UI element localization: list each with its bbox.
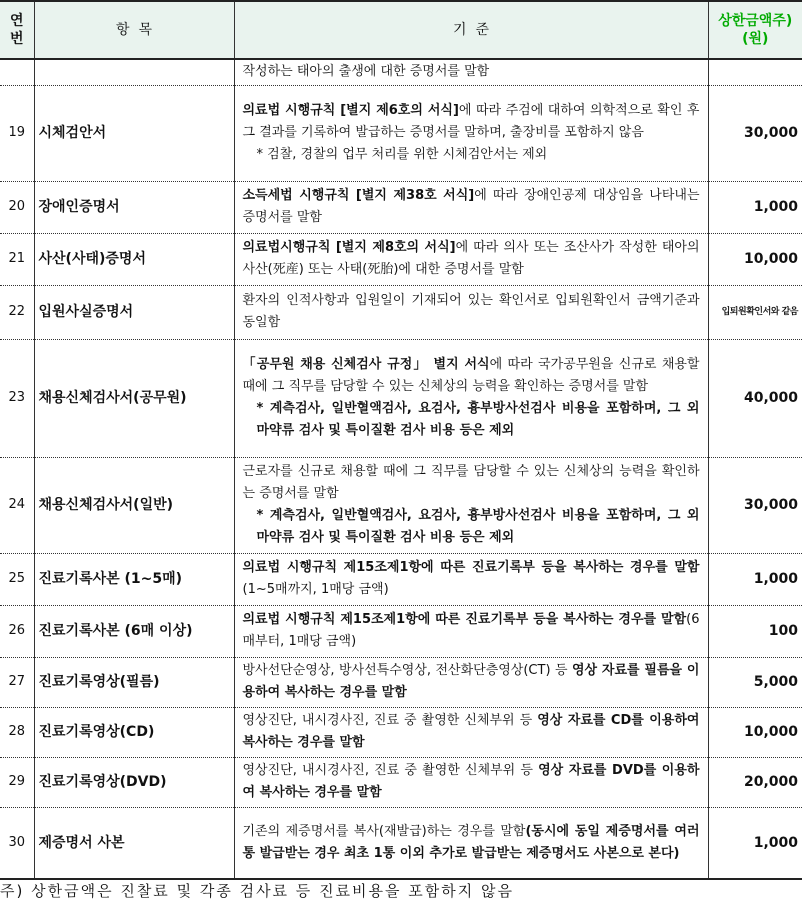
row-amount: 40,000 <box>708 339 802 457</box>
table-row <box>0 707 802 757</box>
row-num: 21 <box>0 233 34 285</box>
row-note: * 검찰, 경찰의 업무 처리를 위한 시체검안서는 제외 <box>256 147 548 162</box>
row-num: 28 <box>0 707 34 757</box>
row-criteria: 근로자를 신규로 채용할 때에 그 직무를 담당할 수 있는 신체상의 능력을 확인하는 증명서를 말함 * 계측검사, 일반혈액검사, 요검사, 흉부방사선검사 비용을 포함하며, 그 외 마약류 검사 및 특이질환 검사 비용 등은 제외 <box>234 457 708 553</box>
table-row <box>0 807 802 879</box>
row-criteria: 방사선단순영상, 방사선특수영상, 전산화단층영상(CT) 등 영상 자료를 필름을 이용하여 복사하는 경우를 말함 <box>234 657 708 707</box>
row-criteria: 소득세법 시행규칙 [별지 제38호 서식]에 따라 장애인공제 대상임을 나타내는 증명서를 말함 <box>234 181 708 233</box>
table-row <box>0 657 802 707</box>
header-num: 연 번 <box>0 1 34 59</box>
row-num: 24 <box>0 457 34 553</box>
table-header-row <box>0 1 802 59</box>
row-item: 사산(사태)증명서 <box>34 233 234 285</box>
row-num: 26 <box>0 605 34 657</box>
row-item <box>34 59 234 85</box>
row-criteria: 작성하는 태아의 출생에 대한 증명서를 말함 <box>234 59 708 85</box>
row-num: 19 <box>0 85 34 181</box>
row-amount: 입퇴원확인서와 같음 <box>708 285 802 339</box>
row-item: 진료기록사본 (6매 이상) <box>34 605 234 657</box>
row-criteria: 환자의 인적사항과 입원일이 기재되어 있는 확인서로 입퇴원확인서 금액기준과 동일함 <box>234 285 708 339</box>
table-row <box>0 285 802 339</box>
table-row <box>0 339 802 457</box>
row-item: 진료기록사본 (1~5매) <box>34 553 234 605</box>
table-row <box>0 757 802 807</box>
row-amount: 30,000 <box>708 457 802 553</box>
row-amount: 100 <box>708 605 802 657</box>
row-criteria: 영상진단, 내시경사진, 진료 중 촬영한 신체부위 등 영상 자료를 DVD를 이용하여 복사하는 경우를 말함 <box>234 757 708 807</box>
row-criteria: 의료법 시행규칙 제15조제1항에 따른 진료기록부 등을 복사하는 경우를 말함(6매부터, 1매당 금액) <box>234 605 708 657</box>
table-row <box>0 59 802 85</box>
row-amount: 20,000 <box>708 757 802 807</box>
table-row <box>0 457 802 553</box>
row-item: 진료기록영상(CD) <box>34 707 234 757</box>
row-amount <box>708 59 802 85</box>
row-amount: 1,000 <box>708 181 802 233</box>
row-num: 23 <box>0 339 34 457</box>
row-criteria: 「공무원 채용 신체검사 규정」 별지 서식에 따라 국가공무원을 신규로 채용할 때에 그 직무를 담당할 수 있는 신체상의 능력을 확인하는 증명서를 말함 * 계측검사, 일반혈액검사, 요검사, 흉부방사선검사 비용을 포함하며, 그 외 마약류 검사 및 특이질환 검사 비용 등은 제외 <box>234 339 708 457</box>
row-criteria: 의료법 시행규칙 [별지 제6호의 서식]에 따라 주검에 대하여 의학적으로 확인 후 그 결과를 기록하여 발급하는 증명서를 말하며, 출장비를 포함하지 않음 * 검찰, 경찰의 업무 처리를 위한 시체검안서는 제외 <box>234 85 708 181</box>
row-num: 22 <box>0 285 34 339</box>
row-amount: 1,000 <box>708 807 802 879</box>
row-amount: 10,000 <box>708 707 802 757</box>
row-criteria: 영상진단, 내시경사진, 진료 중 촬영한 신체부위 등 영상 자료를 CD를 이용하여 복사하는 경우를 말함 <box>234 707 708 757</box>
row-num: 25 <box>0 553 34 605</box>
row-num: 27 <box>0 657 34 707</box>
row-note: * 계측검사, 일반혈액검사, 요검사, 흉부방사선검사 비용을 포함하며, 그 외 마약류 검사 및 특이질환 검사 비용 등은 제외 <box>256 401 700 438</box>
row-criteria: 의료법시행규칙 [별지 제8호의 서식]에 따라 의사 또는 조산사가 작성한 태아의 사산(死産) 또는 사태(死胎)에 대한 증명서를 말함 <box>234 233 708 285</box>
row-item: 입원사실증명서 <box>34 285 234 339</box>
header-item: 항 목 <box>34 1 234 59</box>
row-amount: 30,000 <box>708 85 802 181</box>
row-item: 채용신체검사서(공무원) <box>34 339 234 457</box>
table-row <box>0 605 802 657</box>
row-amount: 1,000 <box>708 553 802 605</box>
row-item: 제증명서 사본 <box>34 807 234 879</box>
row-criteria: 의료법 시행규칙 제15조제1항에 따른 진료기록부 등을 복사하는 경우를 말함(1~5매까지, 1매당 금액) <box>234 553 708 605</box>
row-note: * 계측검사, 일반혈액검사, 요검사, 흉부방사선검사 비용을 포함하며, 그 외 마약류 검사 및 특이질환 검사 비용 등은 제외 <box>256 508 700 545</box>
row-num: 20 <box>0 181 34 233</box>
footnote: 주) 상한금액은 진찰료 및 각종 검사료 등 진료비용을 포함하지 않음 <box>0 882 514 900</box>
row-item: 채용신체검사서(일반) <box>34 457 234 553</box>
row-num: 30 <box>0 807 34 879</box>
table-row <box>0 181 802 233</box>
row-amount: 5,000 <box>708 657 802 707</box>
table-row <box>0 85 802 181</box>
row-item: 시체검안서 <box>34 85 234 181</box>
row-amount: 10,000 <box>708 233 802 285</box>
table-row <box>0 553 802 605</box>
row-item: 진료기록영상(필름) <box>34 657 234 707</box>
table-row <box>0 233 802 285</box>
header-criteria: 기 준 <box>234 1 708 59</box>
row-num: 29 <box>0 757 34 807</box>
header-amount: 상한금액주) (원) <box>708 1 802 59</box>
row-item: 장애인증명서 <box>34 181 234 233</box>
row-item: 진료기록영상(DVD) <box>34 757 234 807</box>
row-criteria: 기존의 제증명서를 복사(재발급)하는 경우를 말함(동시에 동일 제증명서를 여러통 발급받는 경우 최초 1통 이외 추가로 발급받는 제증명서도 사본으로 본다) <box>234 807 708 879</box>
row-num <box>0 59 34 85</box>
